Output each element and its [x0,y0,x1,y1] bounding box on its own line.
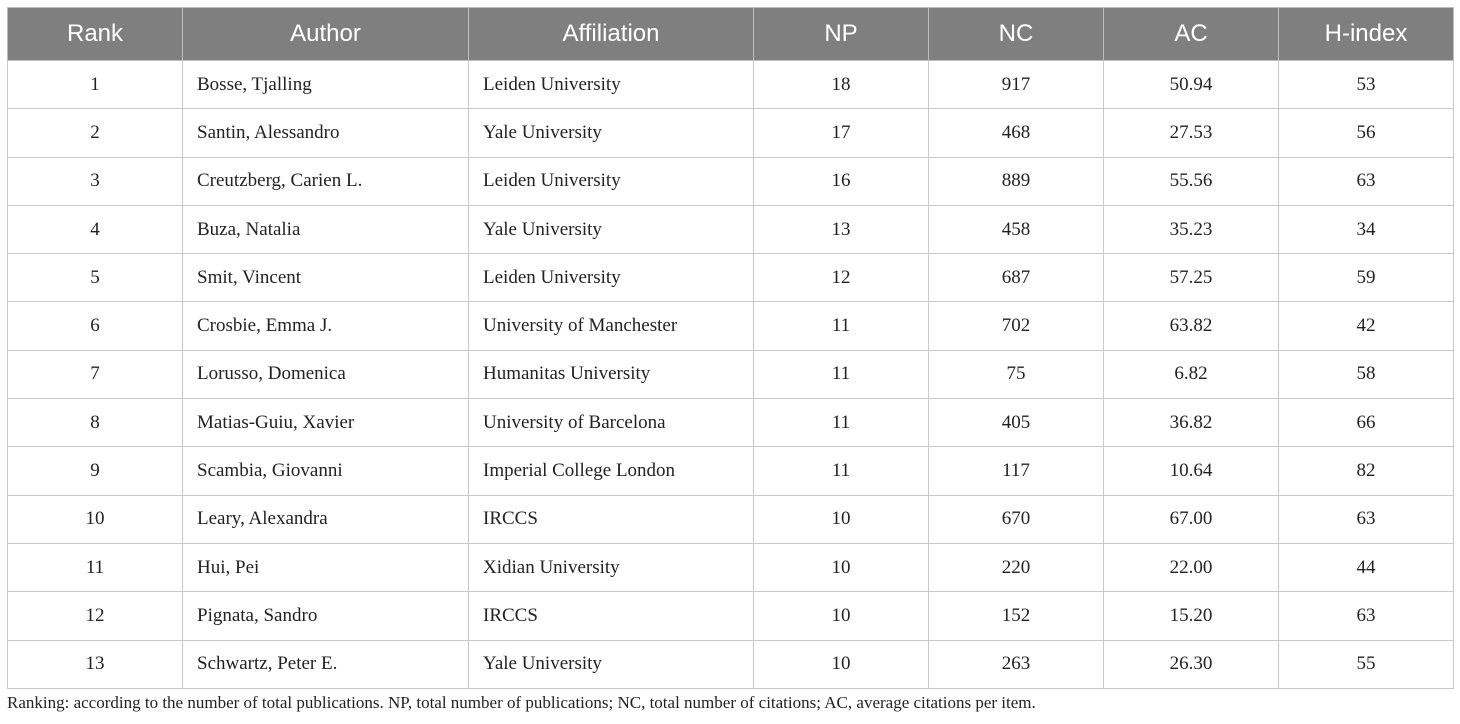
cell-affiliation: Leiden University [469,254,754,302]
cell-author: Lorusso, Domenica [183,350,469,398]
cell-author: Buza, Natalia [183,205,469,253]
cell-ac: 26.30 [1104,640,1279,688]
cell-nc: 263 [929,640,1104,688]
cell-rank: 10 [8,495,183,543]
cell-h-index: 63 [1279,592,1454,640]
cell-rank: 11 [8,543,183,591]
cell-np: 16 [754,157,929,205]
cell-nc: 117 [929,447,1104,495]
cell-ac: 67.00 [1104,495,1279,543]
cell-nc: 917 [929,61,1104,109]
cell-author: Smit, Vincent [183,254,469,302]
table-row [8,61,1454,109]
cell-h-index: 53 [1279,61,1454,109]
header-author: Author [183,8,469,61]
author-ranking-table [7,7,1454,689]
cell-np: 11 [754,399,929,447]
cell-ac: 15.20 [1104,592,1279,640]
cell-rank: 9 [8,447,183,495]
cell-rank: 4 [8,205,183,253]
cell-affiliation: Imperial College London [469,447,754,495]
cell-np: 10 [754,543,929,591]
author-ranking-table-container [7,7,1453,689]
cell-h-index: 34 [1279,205,1454,253]
cell-author: Pignata, Sandro [183,592,469,640]
cell-np: 12 [754,254,929,302]
table-row [8,592,1454,640]
header-affiliation: Affiliation [469,8,754,61]
cell-affiliation: Leiden University [469,61,754,109]
cell-h-index: 63 [1279,157,1454,205]
table-row [8,399,1454,447]
cell-affiliation: Leiden University [469,157,754,205]
cell-nc: 152 [929,592,1104,640]
cell-rank: 7 [8,350,183,398]
table-row [8,640,1454,688]
header-h-index: H-index [1279,8,1454,61]
cell-affiliation: IRCCS [469,592,754,640]
table-header [8,8,1454,61]
cell-ac: 57.25 [1104,254,1279,302]
cell-author: Santin, Alessandro [183,109,469,157]
cell-ac: 27.53 [1104,109,1279,157]
cell-ac: 10.64 [1104,447,1279,495]
cell-author: Hui, Pei [183,543,469,591]
cell-np: 11 [754,350,929,398]
cell-rank: 5 [8,254,183,302]
table-row [8,302,1454,350]
cell-author: Leary, Alexandra [183,495,469,543]
cell-affiliation: Humanitas University [469,350,754,398]
cell-np: 10 [754,495,929,543]
table-row [8,109,1454,157]
table-row [8,157,1454,205]
header-np: NP [754,8,929,61]
cell-nc: 220 [929,543,1104,591]
table-body [8,61,1454,689]
cell-ac: 55.56 [1104,157,1279,205]
cell-nc: 670 [929,495,1104,543]
cell-ac: 35.23 [1104,205,1279,253]
table-row [8,350,1454,398]
cell-ac: 50.94 [1104,61,1279,109]
cell-affiliation: IRCCS [469,495,754,543]
table-row [8,254,1454,302]
header-ac: AC [1104,8,1279,61]
cell-np: 11 [754,447,929,495]
cell-rank: 3 [8,157,183,205]
cell-nc: 702 [929,302,1104,350]
cell-affiliation: University of Manchester [469,302,754,350]
table-row [8,447,1454,495]
header-nc: NC [929,8,1104,61]
cell-ac: 22.00 [1104,543,1279,591]
cell-author: Matias-Guiu, Xavier [183,399,469,447]
cell-rank: 1 [8,61,183,109]
cell-h-index: 63 [1279,495,1454,543]
cell-affiliation: University of Barcelona [469,399,754,447]
cell-np: 10 [754,592,929,640]
cell-author: Creutzberg, Carien L. [183,157,469,205]
table-row [8,495,1454,543]
cell-rank: 12 [8,592,183,640]
cell-affiliation: Xidian University [469,543,754,591]
cell-np: 18 [754,61,929,109]
cell-np: 10 [754,640,929,688]
cell-nc: 468 [929,109,1104,157]
cell-nc: 458 [929,205,1104,253]
cell-nc: 405 [929,399,1104,447]
cell-h-index: 42 [1279,302,1454,350]
cell-h-index: 66 [1279,399,1454,447]
cell-nc: 687 [929,254,1104,302]
cell-h-index: 55 [1279,640,1454,688]
cell-rank: 13 [8,640,183,688]
cell-np: 17 [754,109,929,157]
cell-affiliation: Yale University [469,205,754,253]
cell-nc: 75 [929,350,1104,398]
header-rank: Rank [8,8,183,61]
cell-rank: 8 [8,399,183,447]
cell-rank: 6 [8,302,183,350]
cell-author: Bosse, Tjalling [183,61,469,109]
cell-h-index: 58 [1279,350,1454,398]
table-row [8,543,1454,591]
header-row [8,8,1454,61]
cell-h-index: 56 [1279,109,1454,157]
cell-np: 11 [754,302,929,350]
cell-nc: 889 [929,157,1104,205]
cell-author: Schwartz, Peter E. [183,640,469,688]
cell-rank: 2 [8,109,183,157]
cell-author: Crosbie, Emma J. [183,302,469,350]
cell-author: Scambia, Giovanni [183,447,469,495]
cell-np: 13 [754,205,929,253]
table-footnote: Ranking: according to the number of total publications. NP, total number of publications; NC, total number of citations; AC, average citations per item. [7,693,1036,712]
cell-ac: 36.82 [1104,399,1279,447]
table-row [8,205,1454,253]
cell-h-index: 44 [1279,543,1454,591]
cell-ac: 63.82 [1104,302,1279,350]
cell-h-index: 82 [1279,447,1454,495]
cell-ac: 6.82 [1104,350,1279,398]
cell-affiliation: Yale University [469,109,754,157]
cell-h-index: 59 [1279,254,1454,302]
cell-affiliation: Yale University [469,640,754,688]
